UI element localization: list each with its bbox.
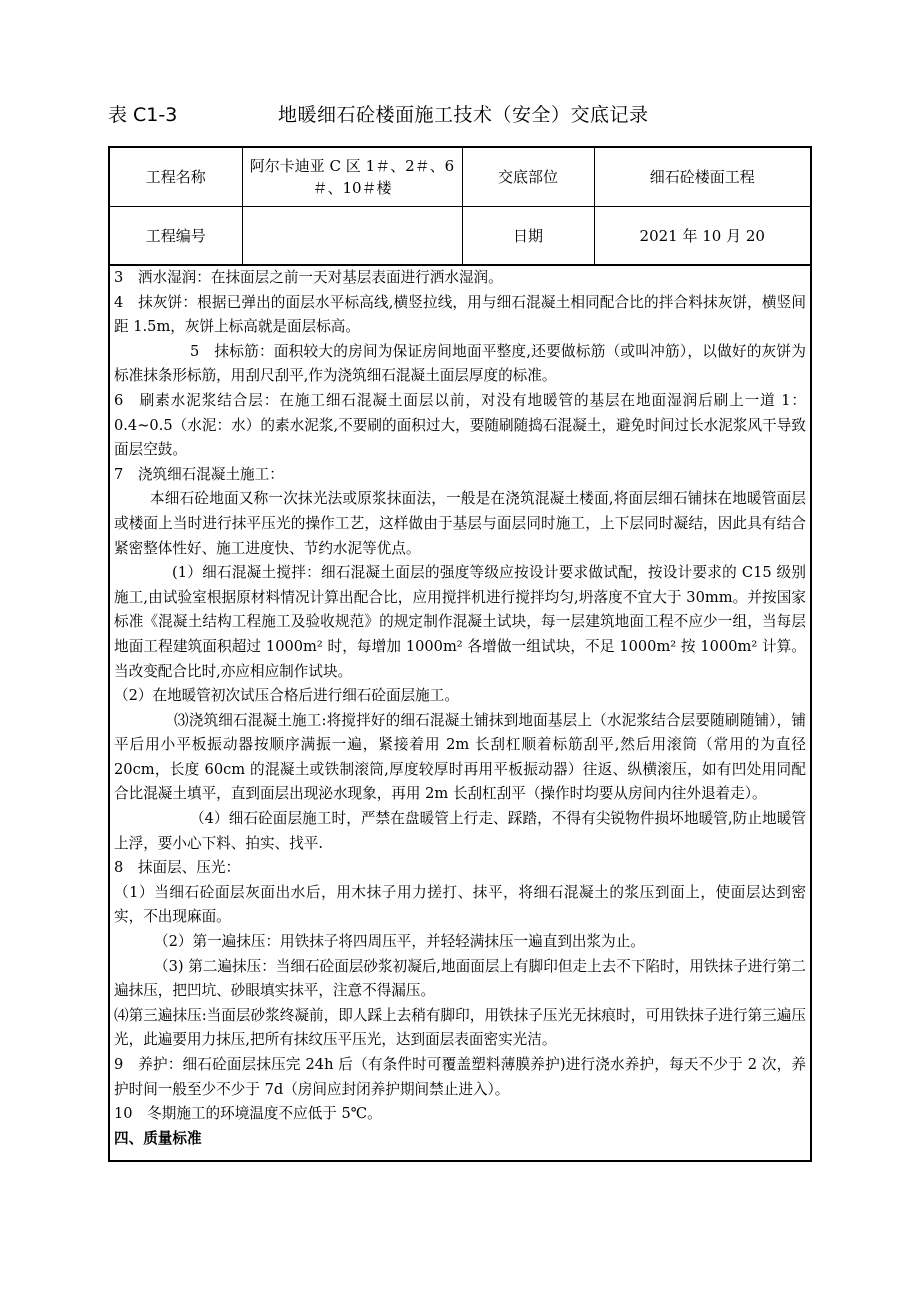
paragraph-step-7-4: （4）细石砼面层施工时，严禁在盘暖管上行走、踩踏，不得有尖锐物件损坏地暖管,防止地暖管上浮，要小心下料、拍实、找平. xyxy=(114,810,806,852)
date-label: 日期 xyxy=(462,207,594,265)
paragraph-step-7-intro: 本细石砼地面又称一次抹光法或原浆抹面法，一般是在浇筑混凝土楼面,将面层细石铺抹在地暖管面层或楼面上当时进行抹平压光的操作工艺，这样做由于基层与面层同时施工，上下层同时凝结，因此具有结合紧密整体性好、施工进度快、节约水泥等优点。 xyxy=(114,490,806,557)
document-title: 地暖细石砼楼面施工技术（安全）交底记录 xyxy=(278,104,649,126)
project-info-table xyxy=(110,148,810,265)
project-name-label: 工程名称 xyxy=(110,148,242,207)
info-row-number xyxy=(110,207,810,265)
paragraph-step-7-2: （2）在地暖管初次试压合格后进行细石砼面层施工。 xyxy=(114,687,459,705)
paragraph-step-8-4: ⑷第三遍抹压:当面层砂浆终凝前，即人踩上去稍有脚印，用铁抹子压光无抹痕时，可用铁抹子进行第三遍压光，此遍要用力抹压,把所有抹纹压平压光，达到面层表面密实光洁。 xyxy=(114,1006,806,1049)
paragraph-step-6: 6 刷素水泥浆结合层：在施工细石混凝土面层以前，对没有地暖管的基层在地面湿润后刷上一道 1：0.4~0.5（水泥：水）的素水泥浆,不要刷的面积过大，要随刷随捣石混凝土，避免时间过长水泥浆风干导致面层空鼓。 xyxy=(114,391,806,459)
section-heading-quality: 四、质量标准 xyxy=(114,1129,202,1147)
paragraph-step-7: 7 浇筑细石混凝土施工： xyxy=(114,465,284,483)
paragraph-step-7-3: ⑶浇筑细石混凝土施工:将搅拌好的细石混凝土铺抹到地面基层上（水泥浆结合层要随刷随铺），铺平后用小平板振动器按顺序满振一遍，紧接着用 2m 长刮杠顺着标筋刮平,然后用滚筒（常用的为直径 20cm，长度 60cm 的混凝土或铁制滚筒,厚度较厚时再用平板振动器）往返、纵横滚压，如有凹处用同配合比混凝土填平，直到面层出现泌水现象，再用 2m 长刮杠刮平（操作时均要从房间内往外退着走）。 xyxy=(114,711,806,803)
paragraph-step-5: 5 抹标筋：面积较大的房间为保证房间地面平整度,还要做标筋（或叫冲筋），以做好的灰饼为标准抹条形标筋，用刮尺刮平,作为浇筑细石混凝土面层厚度的标准。 xyxy=(114,342,806,385)
paragraph-step-8: 8 抹面层、压光： xyxy=(114,859,241,877)
paragraph-step-10: 10 冬期施工的环境温度不应低于 5℃。 xyxy=(114,1105,382,1123)
part-value: 细石砼楼面工程 xyxy=(594,148,810,207)
project-name-value: 阿尔卡迪亚 C 区 1＃、2＃、6＃、10＃楼 xyxy=(242,148,462,207)
project-no-value xyxy=(242,207,462,265)
document-header xyxy=(108,100,812,130)
info-row-project xyxy=(110,148,810,207)
record-frame xyxy=(108,146,812,1162)
date-value: 2021 年 10 月 20 xyxy=(594,207,810,265)
project-no-label: 工程编号 xyxy=(110,207,242,265)
part-label: 交底部位 xyxy=(462,148,594,207)
form-number: 表 C1-3 xyxy=(108,104,178,126)
paragraph-step-8-3: （3) 第二遍抹压：当细石砼面层砂浆初凝后,地面面层上有脚印但走上去不下陷时，用铁抹子进行第二遍抹压，把凹坑、砂眼填实抹平，注意不得漏压。 xyxy=(114,957,806,1000)
paragraph-step-9: 9 养护：细石砼面层抹压完 24h 后（有条件时可覆盖塑料薄膜养护)进行浇水养护，每天不少于 2 次，养护时间一般至少不少于 7d（房间应封闭养护期间禁止进入）。 xyxy=(114,1056,806,1098)
paragraph-step-8-1: （1）当细石砼面层灰面出水后，用木抹子用力搓打、抹平，将细石混凝土的浆压到面上，使面层达到密实，不出现麻面。 xyxy=(114,883,806,926)
paragraph-step-7-1: (1）细石混凝土搅拌：细石混凝土面层的强度等级应按设计要求做试配，按设计要求的 C15 级别施工,由试验室根据原材料情况计算出配合比，应用搅拌机进行搅拌均匀,坍落度不宜大于 30mm。并按国家标准《混凝土结构工程施工及验收规范》的规定制作混凝土试块，每一层建筑地面工程不应少一组，当每层地面工程建筑面积超过 1000m² 时，每增加 1000m² 各增做一组试块，不足 1000m² 按 1000m² 计算。当改变配合比时,亦应相应制作试块。 xyxy=(114,564,806,680)
paragraph-step-3: 3 洒水湿润：在抹面层之前一天对基层表面进行洒水湿润。 xyxy=(114,269,503,286)
paragraph-step-4: 4 抹灰饼：根据已弹出的面层水平标高线,横竖拉线，用与细石混凝土相同配合比的拌合料抹灰饼，横竖间距 1.5m，灰饼上标高就是面层标高。 xyxy=(114,293,806,336)
record-body xyxy=(110,265,810,1151)
paragraph-step-8-2: （2）第一遍抹压：用铁抹子将四周压平，并轻轻满抹压一遍直到出浆为止。 xyxy=(154,933,645,951)
